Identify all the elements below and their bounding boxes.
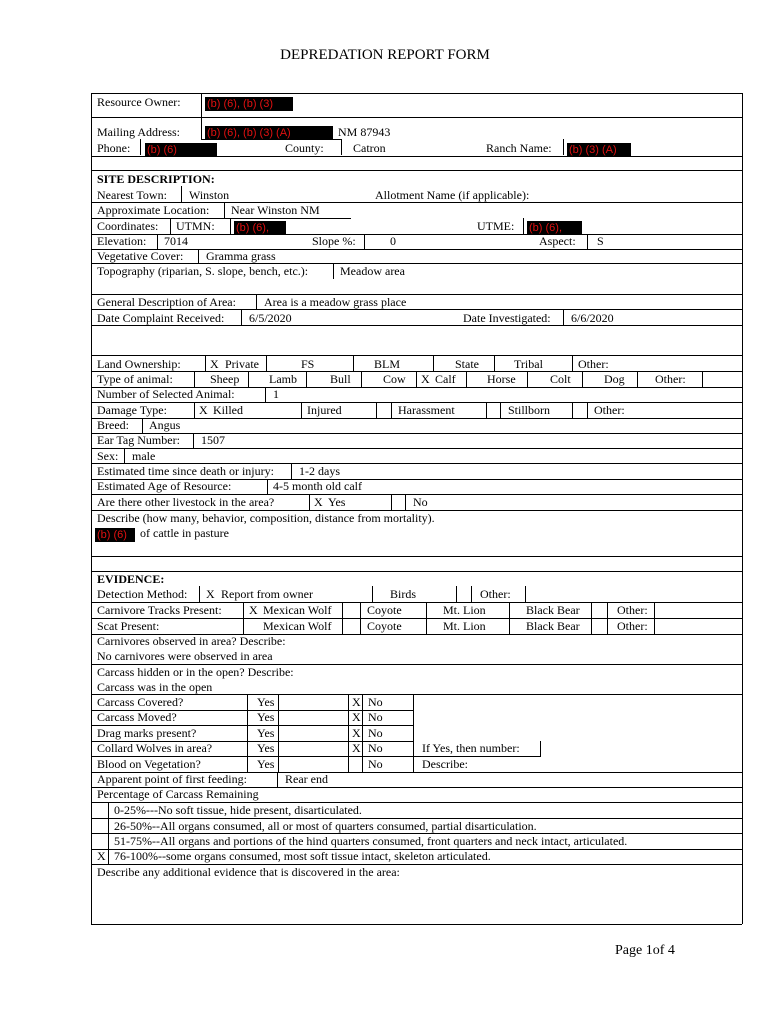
evidence-heading: EVIDENCE: bbox=[97, 572, 165, 586]
ranch-name-label: Ranch Name: bbox=[486, 141, 552, 155]
horse-option: Horse bbox=[487, 372, 516, 386]
carcass-moved-no-mark: X bbox=[352, 710, 361, 724]
blood-on-vegetation-label: Blood on Vegetation? bbox=[97, 757, 201, 771]
utmn-redaction: (b) (6), bbox=[234, 221, 286, 235]
first-feeding-value: Rear end bbox=[285, 772, 328, 786]
carcass-hidden-value: Carcass was in the open bbox=[97, 680, 213, 694]
topography-label: Topography (riparian, S. slope, bench, etc.): bbox=[97, 264, 309, 278]
sex-label: Sex: bbox=[97, 449, 119, 463]
ear-tag-value: 1507 bbox=[201, 433, 225, 447]
utmn-label: UTMN: bbox=[176, 219, 215, 233]
frame-top bbox=[91, 93, 742, 94]
scat-mexican-wolf: Mexican Wolf bbox=[263, 619, 332, 633]
elevation-label: Elevation: bbox=[97, 234, 147, 248]
breed-label: Breed: bbox=[97, 418, 129, 432]
mailing-address-label: Mailing Address: bbox=[97, 125, 180, 139]
vegetative-cover-value: Gramma grass bbox=[206, 249, 276, 263]
carcass-moved-no: No bbox=[368, 710, 383, 724]
birds-option: Birds bbox=[390, 587, 417, 601]
mailing-address-redaction: (b) (6), (b) (3) (A) bbox=[205, 126, 333, 140]
drag-marks-label: Drag marks present? bbox=[97, 726, 197, 740]
state-option: State bbox=[455, 357, 479, 371]
drag-marks-no: No bbox=[368, 726, 383, 740]
collard-wolves-no: No bbox=[368, 741, 383, 755]
elevation-value: 7014 bbox=[164, 234, 188, 248]
tracks-other: Other: bbox=[617, 603, 648, 617]
utme-redaction: (b) (6), bbox=[527, 221, 582, 235]
vegetative-cover-label: Vegetative Cover: bbox=[97, 249, 184, 263]
carcass-covered-no: No bbox=[368, 695, 383, 709]
allotment-label: Allotment Name (if applicable): bbox=[375, 188, 530, 202]
damage-type-label: Damage Type: bbox=[97, 403, 167, 417]
county-label: County: bbox=[285, 141, 324, 155]
blm-option: BLM bbox=[374, 357, 401, 371]
colt-option: Colt bbox=[550, 372, 571, 386]
lamb-option: Lamb bbox=[269, 372, 297, 386]
age-of-resource-label: Estimated Age of Resource: bbox=[97, 479, 232, 493]
collard-wolves-yes: Yes bbox=[257, 741, 275, 755]
livestock-yes-mark: X bbox=[314, 495, 323, 509]
breed-value: Angus bbox=[149, 418, 181, 432]
drag-marks-no-mark: X bbox=[352, 726, 361, 740]
time-since-death-value: 1-2 days bbox=[299, 464, 340, 478]
other-animal-option: Other: bbox=[655, 372, 686, 386]
scat-other: Other: bbox=[617, 619, 648, 633]
sex-value: male bbox=[132, 449, 156, 463]
frame-right bbox=[742, 93, 743, 924]
date-investigated-label: Date Investigated: bbox=[463, 311, 551, 325]
livestock-yes-option: Yes bbox=[328, 495, 346, 509]
dog-option: Dog bbox=[604, 372, 625, 386]
calf-option: Calf bbox=[435, 372, 456, 386]
utme-label: UTME: bbox=[477, 219, 515, 233]
additional-evidence-label: Describe any additional evidence that is discovered in the area: bbox=[97, 865, 400, 879]
date-investigated-value: 6/6/2020 bbox=[571, 311, 614, 325]
aspect-value: S bbox=[597, 234, 604, 248]
aspect-label: Aspect: bbox=[539, 234, 576, 248]
resource-owner-redaction: (b) (6), (b) (3) bbox=[205, 97, 293, 111]
other-damage-option: Other: bbox=[594, 403, 625, 417]
tracks-mexican-wolf: Mexican Wolf bbox=[263, 603, 332, 617]
tracks-coyote: Coyote bbox=[367, 603, 402, 617]
general-description-label: General Description of Area: bbox=[97, 295, 236, 309]
describe-livestock-label: Describe (how many, behavior, composition, distance from mortality). bbox=[97, 511, 435, 525]
scat-present-label: Scat Present: bbox=[97, 619, 160, 633]
general-description-value: Area is a meadow grass place bbox=[264, 295, 407, 309]
describe-livestock-redaction: (b) (6) bbox=[95, 528, 135, 542]
tracks-present-label: Carnivore Tracks Present: bbox=[97, 603, 222, 617]
percentage-76-100-mark: X bbox=[97, 849, 106, 863]
percentage-76-100: 76-100%--some organs consumed, most soft tissue intact, skeleton articulated. bbox=[114, 849, 491, 863]
carcass-covered-yes: Yes bbox=[257, 695, 275, 709]
carcass-moved-yes: Yes bbox=[257, 710, 275, 724]
private-option: Private bbox=[225, 357, 259, 371]
carnivores-observed-value: No carnivores were observed in area bbox=[97, 649, 273, 663]
collard-wolves-label: Collard Wolves in area? bbox=[97, 741, 213, 755]
number-of-animals-value: 1 bbox=[273, 387, 279, 401]
other-livestock-label: Are there other livestock in the area? bbox=[97, 495, 275, 509]
bull-option: Bull bbox=[330, 372, 351, 386]
resource-owner-label: Resource Owner: bbox=[97, 95, 181, 109]
carcass-covered-label: Carcass Covered? bbox=[97, 695, 184, 709]
carcass-hidden-label: Carcass hidden or in the open? Describe: bbox=[97, 665, 294, 679]
livestock-no-option: No bbox=[413, 495, 428, 509]
site-description-heading: SITE DESCRIPTION: bbox=[97, 172, 215, 186]
sheep-option: Sheep bbox=[210, 372, 240, 386]
other-ownership-option: Other: bbox=[578, 357, 609, 371]
land-ownership-label: Land Ownership: bbox=[97, 357, 181, 371]
percentage-0-25: 0-25%---No soft tissue, hide present, disarticulated. bbox=[114, 803, 362, 817]
ranch-name-redaction: (b) (3) (A) bbox=[567, 143, 631, 157]
carcass-covered-no-mark: X bbox=[352, 695, 361, 709]
carcass-moved-label: Carcass Moved? bbox=[97, 710, 177, 724]
approximate-location-label: Approximate Location: bbox=[97, 203, 210, 217]
if-yes-number-label: If Yes, then number: bbox=[422, 741, 520, 755]
type-of-animal-label: Type of animal: bbox=[97, 372, 173, 386]
phone-redaction: (b) (6) bbox=[145, 143, 217, 157]
form-title: DEPREDATION REPORT FORM bbox=[280, 47, 490, 63]
carnivores-observed-label: Carnivores observed in area? Describe: bbox=[97, 634, 286, 648]
coordinates-label: Coordinates: bbox=[97, 219, 159, 233]
stillborn-option: Stillborn bbox=[508, 403, 551, 417]
fs-option: FS bbox=[301, 357, 315, 371]
scat-mt-lion: Mt. Lion bbox=[443, 619, 486, 633]
age-of-resource-value: 4-5 month old calf bbox=[273, 479, 362, 493]
cow-option: Cow bbox=[383, 372, 406, 386]
ear-tag-label: Ear Tag Number: bbox=[97, 433, 180, 447]
percentage-51-75: 51-75%--All organs and portions of the hind quarters consumed, front quarters and neck intact, articulated. bbox=[114, 834, 628, 848]
date-complaint-value: 6/5/2020 bbox=[249, 311, 292, 325]
report-owner-mark: X bbox=[206, 587, 215, 601]
tracks-black-bear: Black Bear bbox=[526, 603, 580, 617]
first-feeding-label: Apparent point of first feeding: bbox=[97, 772, 247, 786]
blood-on-vegetation-no: No bbox=[368, 757, 383, 771]
number-of-animals-label: Number of Selected Animal: bbox=[97, 387, 235, 401]
killed-option: Killed bbox=[213, 403, 243, 417]
approximate-location-value: Near Winston NM bbox=[231, 203, 320, 217]
mailing-state-zip: NM 87943 bbox=[338, 125, 391, 139]
drag-marks-yes: Yes bbox=[257, 726, 275, 740]
county-value: Catron bbox=[353, 141, 386, 155]
injured-option: Injured bbox=[307, 403, 342, 417]
percentage-remaining-label: Percentage of Carcass Remaining bbox=[97, 787, 259, 801]
date-complaint-label: Date Complaint Received: bbox=[97, 311, 225, 325]
tribal-option: Tribal bbox=[514, 357, 543, 371]
scat-black-bear: Black Bear bbox=[526, 619, 580, 633]
blood-describe-label: Describe: bbox=[422, 757, 468, 771]
nearest-town-value: Winston bbox=[189, 188, 230, 202]
tracks-mexican-wolf-mark: X bbox=[249, 603, 258, 617]
report-owner-option: Report from owner bbox=[221, 587, 313, 601]
percentage-26-50: 26-50%--All organs consumed, all or most of quarters consumed, partial disarticulation. bbox=[114, 819, 537, 833]
private-mark: X bbox=[210, 357, 219, 371]
nearest-town-label: Nearest Town: bbox=[97, 188, 167, 202]
topography-value: Meadow area bbox=[340, 264, 405, 278]
harassment-option: Harassment bbox=[398, 403, 455, 417]
detection-method-label: Detection Method: bbox=[97, 587, 188, 601]
other-detection-option: Other: bbox=[480, 587, 511, 601]
phone-label: Phone: bbox=[97, 141, 131, 155]
killed-mark: X bbox=[199, 403, 208, 417]
slope-value: 0 bbox=[390, 234, 396, 248]
time-since-death-label: Estimated time since death or injury: bbox=[97, 464, 274, 478]
tracks-mt-lion: Mt. Lion bbox=[443, 603, 486, 617]
describe-livestock-value: of cattle in pasture bbox=[140, 526, 229, 540]
collard-wolves-no-mark: X bbox=[352, 741, 361, 755]
slope-label: Slope %: bbox=[312, 234, 356, 248]
calf-mark: X bbox=[421, 372, 430, 386]
frame-bottom bbox=[91, 924, 742, 925]
blood-on-vegetation-yes: Yes bbox=[257, 757, 275, 771]
scat-coyote: Coyote bbox=[367, 619, 402, 633]
page-number: Page 1of 4 bbox=[615, 943, 675, 958]
